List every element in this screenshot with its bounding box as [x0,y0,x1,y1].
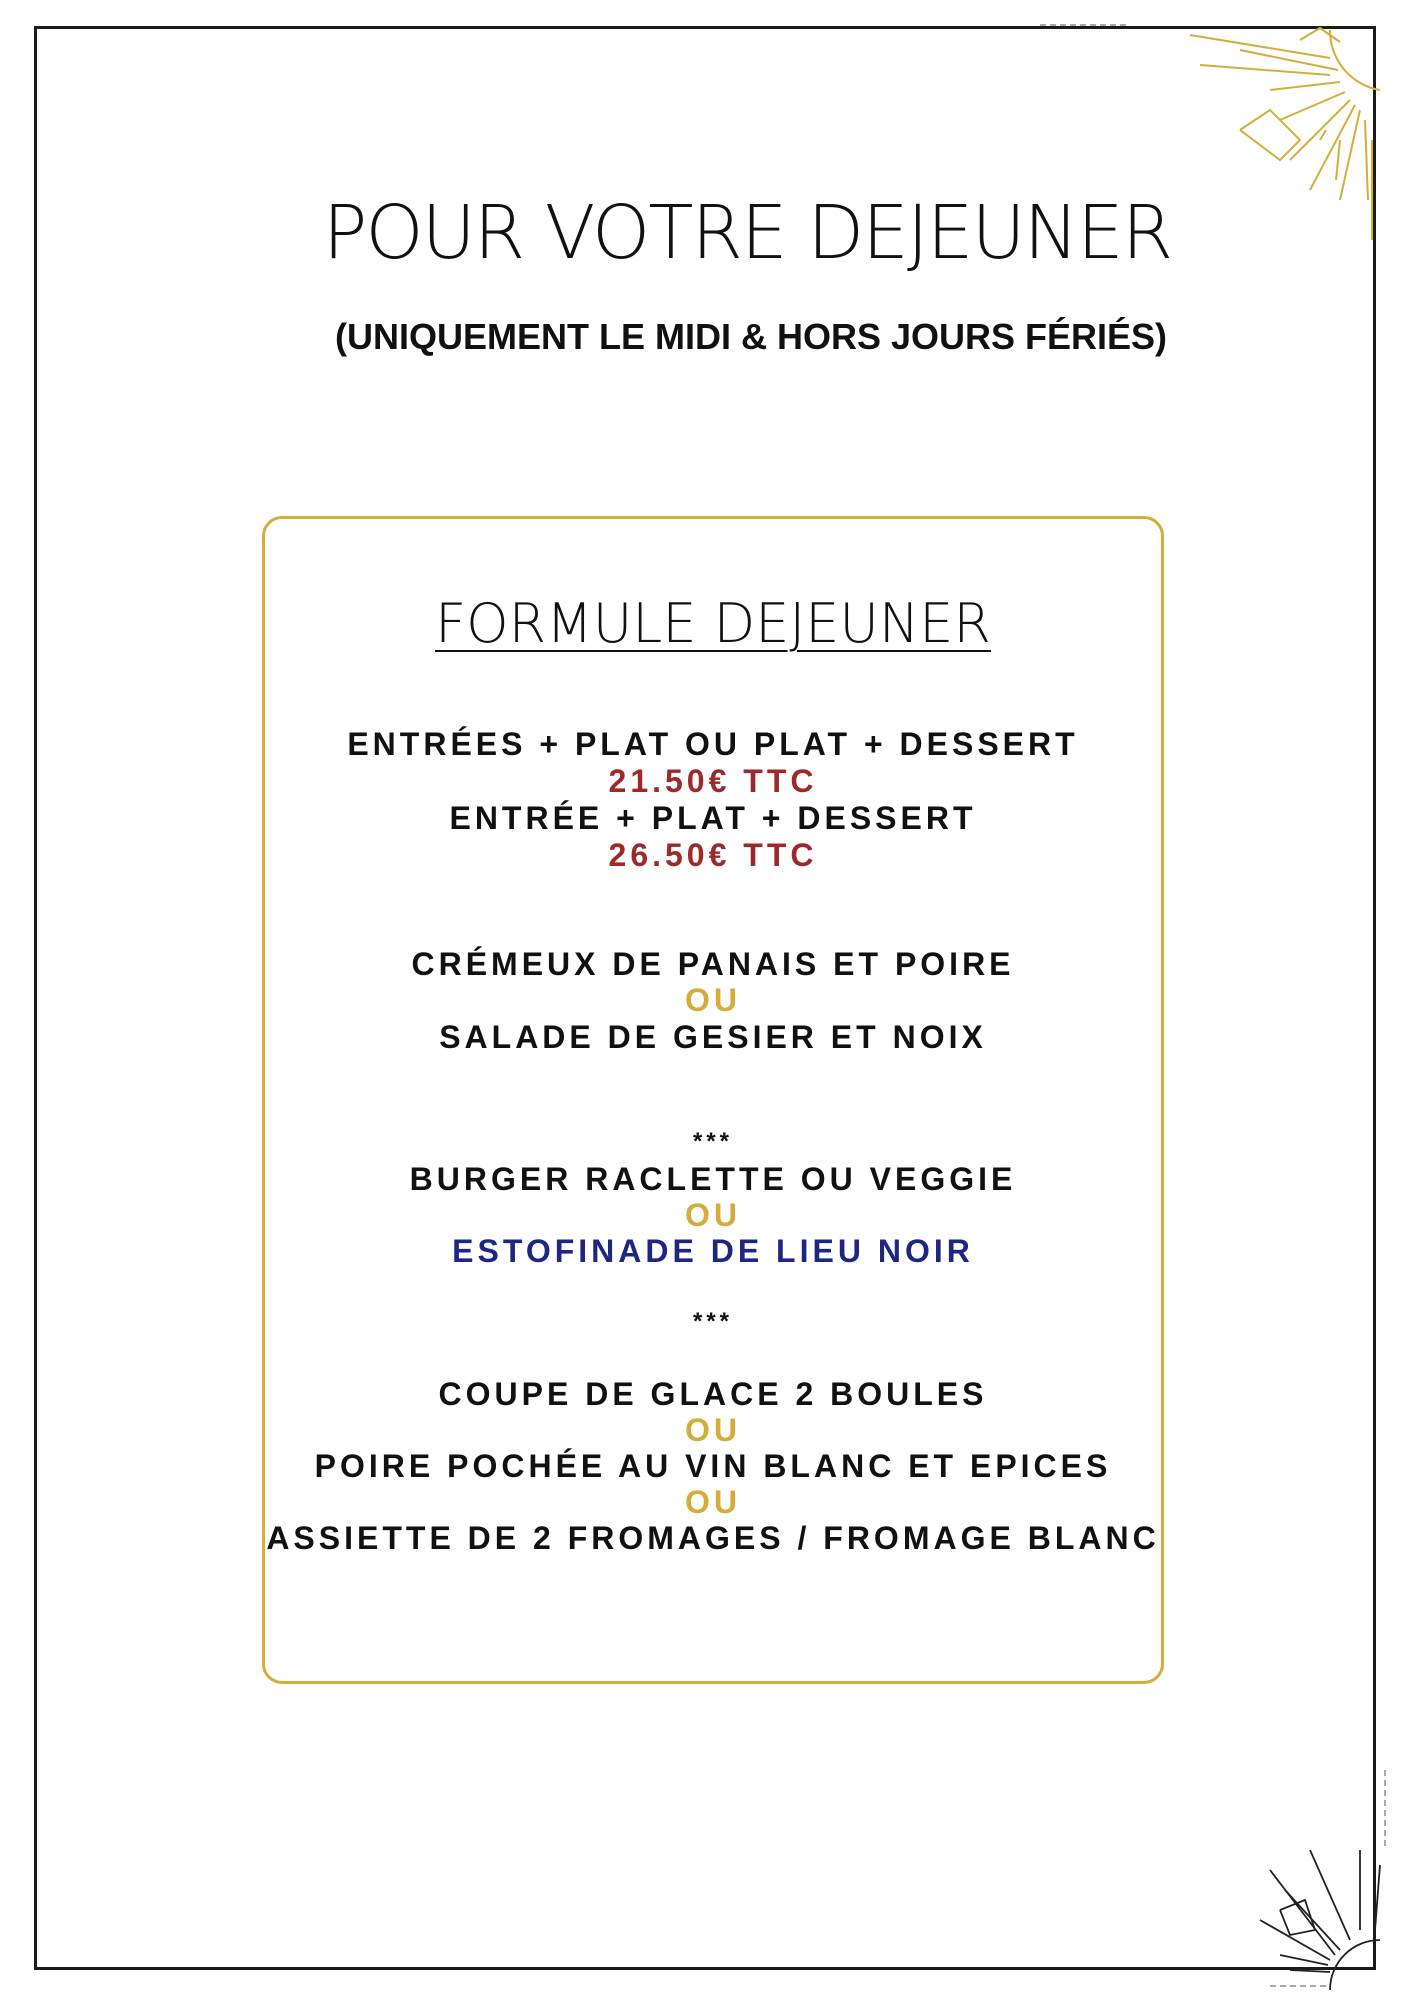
page-subtitle: (UNIQUEMENT LE MIDI & HORS JOURS FÉRIÉS) [334,316,1168,357]
formula-option-1: ENTRÉES + PLAT OU PLAT + DESSERT [347,726,1079,762]
sun-decoration-bottom-icon [1250,1760,1400,1990]
main-item-1: BURGER RACLETTE OU VEGGIE [409,1161,1017,1197]
starter-item-2: SALADE DE GESIER ET NOIX [439,1019,987,1055]
starter-or: OU [685,982,741,1018]
dessert-item-3: ASSIETTE DE 2 FROMAGES / FROMAGE BLANC [266,1520,1160,1556]
separator-1: *** [692,1128,734,1155]
formula-price-1: 21.50€ TTC [608,763,818,799]
formula-price-2: 26.50€ TTC [608,837,818,873]
formula-option-2: ENTRÉE + PLAT + DESSERT [449,800,977,836]
dessert-or-2: OU [685,1484,741,1520]
starter-item-1: CRÉMEUX DE PANAIS ET POIRE [411,946,1015,982]
dessert-item-2: POIRE POCHÉE AU VIN BLANC ET EPICES [314,1448,1112,1484]
dessert-item-1: COUPE DE GLACE 2 BOULES [438,1376,988,1412]
formula-title: FORMULE DEJEUNER [435,592,991,655]
separator-2: *** [692,1308,734,1335]
page-title: POUR VOTRE DEJEUNER [322,190,1172,276]
main-item-2: ESTOFINADE DE LIEU NOIR [452,1233,974,1269]
dessert-or-1: OU [685,1412,741,1448]
main-or: OU [685,1197,741,1233]
sun-arc [1330,30,1380,90]
